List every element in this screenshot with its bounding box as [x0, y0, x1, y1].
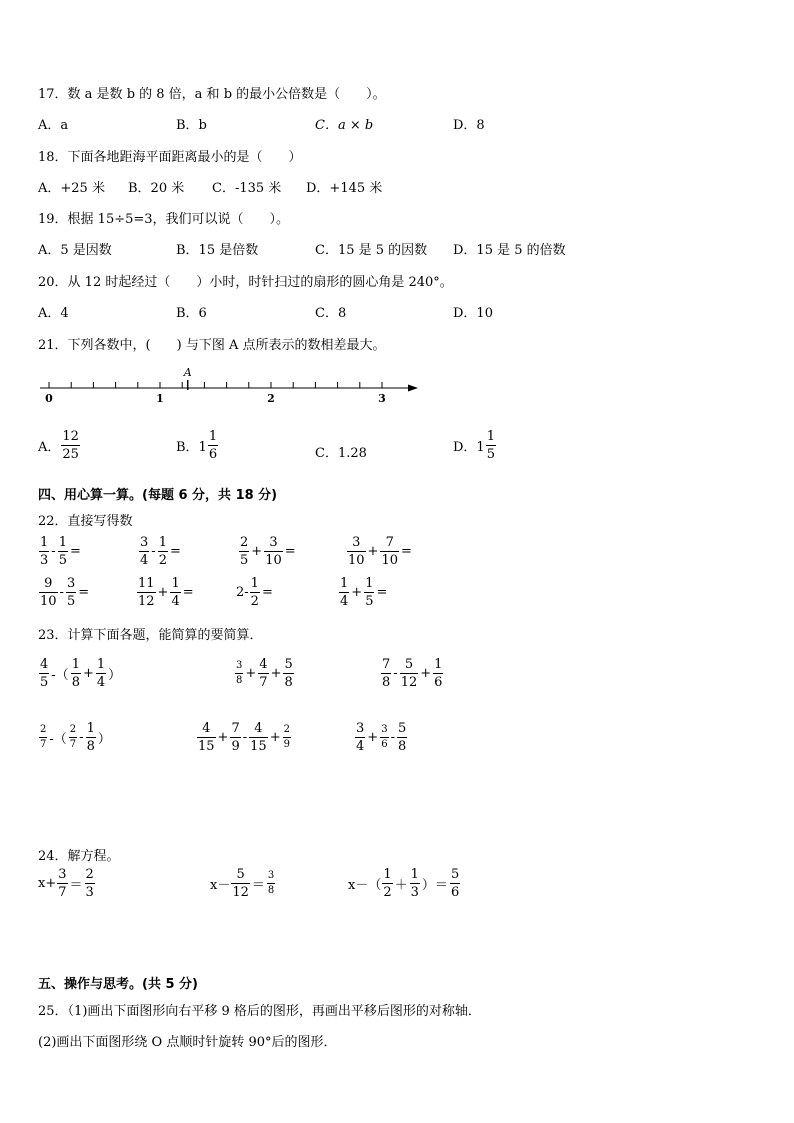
q23-expr-5: $\frac{4}{15}$ + $\frac{7}{9}$ - $\frac{4}{15}$ + $\frac{2}{9}$ — [198, 721, 290, 754]
q25-line1: 25．（1)画出下面图形向右平移 9 格后的图形，再画出平移后图形的对称轴． — [38, 1004, 481, 1019]
q20-stem: 20．从 12 时起经过（ ）小时，时针扫过的扇形的圆心角是 240°。 — [38, 275, 453, 290]
q21-option-b — [176, 430, 219, 461]
q22-expr-2: $\frac{3}{4}$ - $\frac{1}{2}$ = — [140, 535, 181, 568]
q22-expr-8: $\frac{1}{4}$ + $\frac{1}{5}$ = — [340, 576, 388, 609]
q23-stem: 23．计算下面各题，能简算的要简算． — [38, 628, 263, 643]
q21-option-c: C．1.28 — [315, 446, 367, 461]
q25-line2: (2)画出下面图形绕 O 点顺时针旋转 90°后的图形． — [38, 1035, 337, 1050]
q18-option-c: C．-135 米 — [212, 181, 282, 196]
point-a-label: A — [183, 366, 192, 379]
q19-stem: 19．根据 15÷5=3，我们可以说（ ）。 — [38, 212, 290, 227]
q21-option-a — [38, 430, 81, 461]
q19-option-a: A．5 是因数 — [38, 243, 112, 258]
q18-option-b: B．20 米 — [128, 181, 185, 196]
q21-option-b-prefix: B．1 — [176, 440, 207, 455]
number-line-arrow — [408, 385, 418, 392]
denominator: 5 — [486, 447, 495, 462]
q22-stem: 22．直接写得数 — [38, 514, 133, 529]
number-line-label: 0 — [45, 392, 53, 405]
q18-option-d: D．+145 米 — [306, 181, 383, 196]
section5-title: 五、操作与思考。(共 5 分) — [38, 977, 198, 992]
q19-option-b: B．15 是倍数 — [176, 243, 259, 258]
q20-option-d: D．10 — [453, 306, 493, 321]
q21-option-d — [453, 430, 497, 461]
q24-equation-2: x－ $\frac{5}{12}$ ＝ $\frac{3}{8}$ — [210, 867, 275, 900]
q17-option-d: D．8 — [453, 118, 485, 133]
q23-expr-6: $\frac{3}{4}$ + $\frac{3}{6}$ - $\frac{5}{8}$ — [356, 721, 407, 754]
q17-option-c: C．a × b — [315, 118, 374, 133]
number-line-label: 1 — [156, 392, 164, 405]
q21-option-a-prefix: A． — [38, 440, 61, 455]
q17-option-b: B．b — [176, 118, 207, 133]
q23-expr-3: $\frac{7}{8}$ - $\frac{5}{12}$ + $\frac{1}{6}$ — [382, 657, 443, 690]
q18-stem: 18．下面各地距海平面距离最小的是（ ） — [38, 150, 302, 165]
q17-stem: 17．数 a 是数 b 的 8 倍，a 和 b 的最小公倍数是（ ）。 — [38, 87, 386, 102]
q21-option-a-fraction — [61, 430, 80, 461]
q22-expr-5: $\frac{9}{10}$ - $\frac{3}{5}$ = — [40, 576, 90, 609]
numerator: 1 — [208, 429, 218, 444]
section4-title: 四、用心算一算。(每题 6 分，共 18 分) — [38, 488, 278, 503]
q21-option-d-prefix: D．1 — [453, 440, 485, 455]
number-line — [36, 362, 426, 408]
q22-expr-7: 2- $\frac{1}{2}$ = — [236, 576, 273, 609]
q18-option-a: A．+25 米 — [38, 181, 105, 196]
q22-expr-1: $\frac{1}{3}$ - $\frac{1}{5}$ = — [40, 535, 81, 568]
q23-expr-4: $\frac{2}{7}$ -（ $\frac{2}{7}$ - $\frac{1}{8}$ ） — [40, 721, 111, 754]
q22-expr-6: $\frac{11}{12}$ + $\frac{1}{4}$ = — [138, 576, 194, 609]
numerator: 1 — [486, 429, 495, 444]
q20-option-a: A．4 — [38, 306, 69, 321]
number-line-label: 3 — [378, 392, 386, 405]
q23-expr-1: $\frac{4}{5}$ -（ $\frac{1}{8}$ + $\frac{1}{4}$ ） — [40, 657, 122, 690]
number-line-label: 2 — [267, 392, 275, 405]
q20-option-c: C．8 — [315, 306, 347, 321]
q21-stem: 21．下列各数中，( ) 与下图 A 点所表示的数相差最大。 — [38, 338, 386, 353]
q24-equation-1: x+ $\frac{3}{7}$ ＝ $\frac{2}{3}$ — [38, 867, 94, 900]
q21-option-d-fraction — [486, 430, 496, 461]
denominator: 25 — [62, 447, 79, 462]
q21-option-b-fraction — [208, 430, 218, 461]
numerator: 12 — [62, 429, 79, 444]
number-line-labels — [45, 392, 386, 405]
q19-option-c: C．15 是 5 的因数 — [315, 243, 428, 258]
q24-stem: 24．解方程。 — [38, 849, 120, 864]
q23-expr-2: $\frac{3}{8}$ + $\frac{4}{7}$ + $\frac{5}{8}$ — [236, 657, 293, 690]
q22-expr-4: $\frac{3}{10}$ + $\frac{7}{10}$ = — [348, 535, 412, 568]
denominator: 6 — [208, 447, 218, 462]
q22-expr-3: $\frac{2}{5}$ + $\frac{3}{10}$ = — [240, 535, 296, 568]
q24-equation-3: x－（ $\frac{1}{2}$ ＋ $\frac{1}{3}$ ）＝ $\frac{5}{6}$ — [348, 867, 460, 900]
q17-option-a: A．a — [38, 118, 69, 133]
q19-option-d: D．15 是 5 的倍数 — [453, 243, 566, 258]
q20-option-b: B．6 — [176, 306, 207, 321]
